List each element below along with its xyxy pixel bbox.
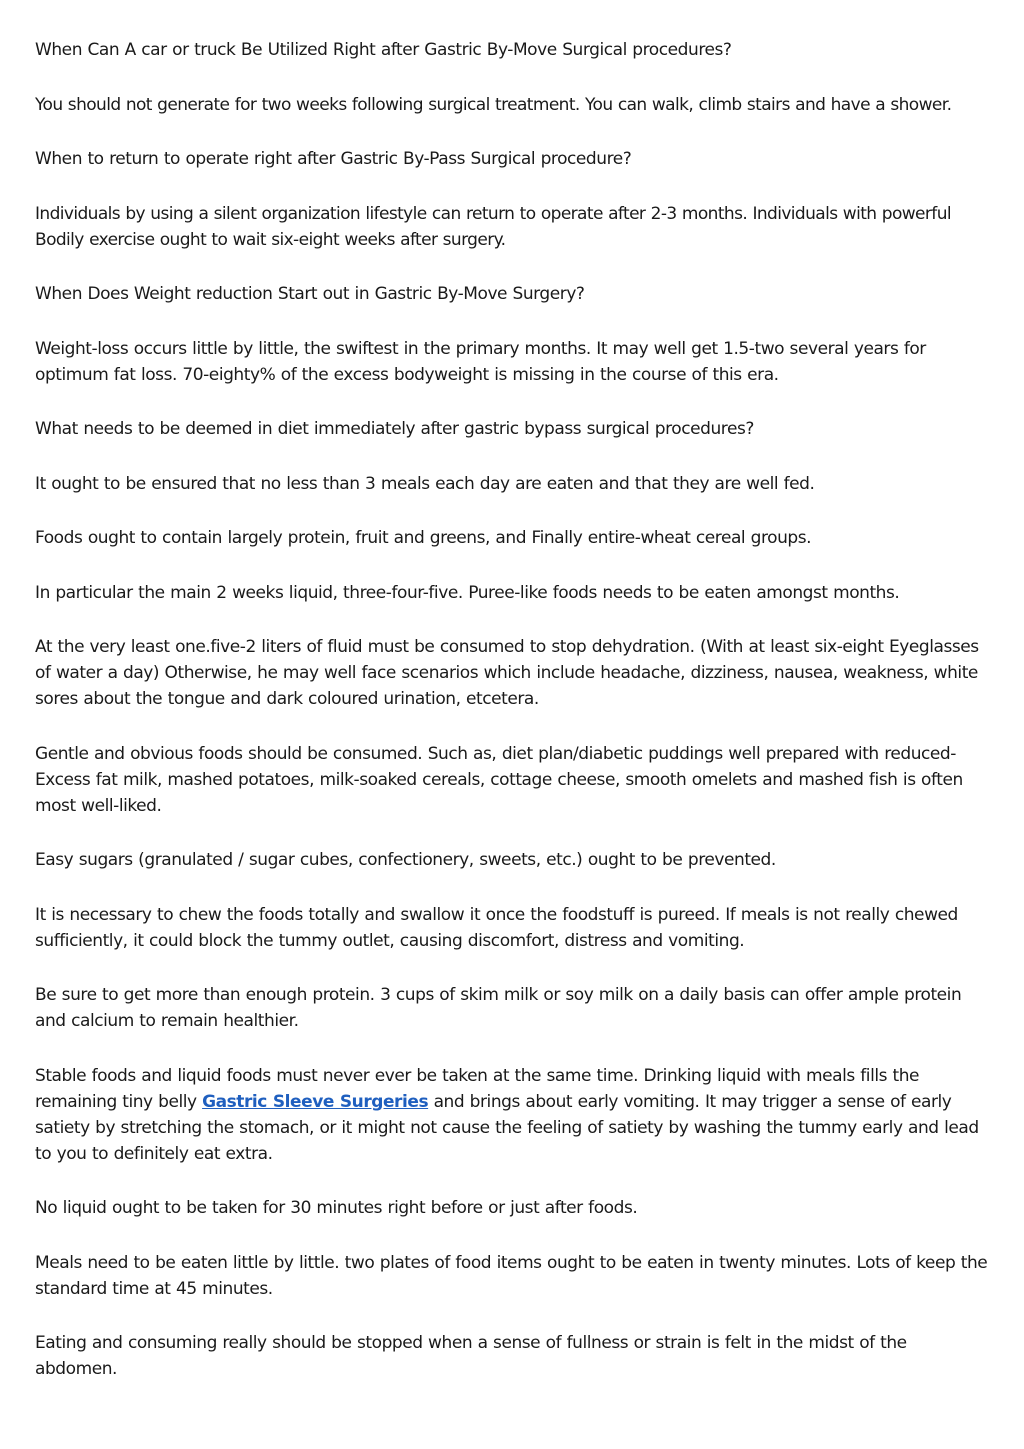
answer-return-to-work: Individuals by using a silent organization lifestyle can return to operate after 2-3 months. Individuals with powerful Bodily exercise ought to wait six-eight weeks after surgery. [35, 203, 951, 250]
question-car-after-surgery: When Can A car or truck Be Utilized Right after Gastric By-Move Surgical procedures? [35, 40, 732, 60]
diet-soft-foods: Gentle and obvious foods should be consumed. Such as, diet plan/diabetic puddings well prepared with reduced-Excess fat milk, mashed potatoes, milk-soaked cereals, cottage cheese, smooth omelets and mashed fish is often most well-liked. [35, 743, 963, 816]
paragraph-text-before-link: Stable foods and liquid foods must never ever be taken at the same time. Drinking liquid with meals fills the remaining tiny belly [35, 1065, 920, 1112]
diet-chewing: It is necessary to chew the foods totally and swallow it once the foodstuff is pureed. If meals is not really chewed sufficiently, it could block the tummy outlet, causing discomfort, distress and vomiting. [35, 904, 958, 951]
document-body [35, 37, 993, 1411]
paragraph-text-after-link: and brings about early vomiting. It may trigger a sense of early satiety by stretching the stomach, or it might not cause the feeling of satiety by washing the tummy early and lead to you to definitely eat extra. [35, 1091, 979, 1164]
question-return-to-work: When to return to operate right after Gastric By-Pass Surgical procedure? [35, 149, 632, 169]
diet-solid-liquid-separation [35, 1063, 993, 1167]
diet-protein: Be sure to get more than enough protein. 3 cups of skim milk or soy milk on a daily basis can offer ample protein and calcium to remain healthier. [35, 985, 962, 1031]
diet-food-groups: Foods ought to contain largely protein, fruit and greens, and Finally entire-wheat cereal groups. [35, 528, 812, 548]
diet-stop-when-full: Eating and consuming really should be stopped when a sense of fullness or strain is felt in the midst of the abdomen. [35, 1333, 907, 1379]
diet-meals-per-day: It ought to be ensured that no less than 3 meals each day are eaten and that they are well fed. [35, 473, 815, 494]
diet-simple-sugars: Easy sugars (granulated / sugar cubes, confectionery, sweets, etc.) ought to be prevented. [35, 850, 776, 870]
answer-weight-loss: Weight-loss occurs little by little, the swiftest in the primary months. It may well get 1.5-two several years for optimum fat loss. 70-eighty% of the excess bodyweight is missing in the course of this era. [35, 338, 926, 385]
answer-driving: You should not generate for two weeks following surgical treatment. You can walk, climb stairs and have a shower. [35, 94, 952, 115]
question-weight-loss-start: When Does Weight reduction Start out in Gastric By-Move Surgery? [35, 284, 585, 304]
diet-liquid-timing: No liquid ought to be taken for 30 minutes right before or just after foods. [35, 1198, 638, 1218]
gastric-sleeve-surgeries-link[interactable]: Gastric Sleeve Surgeries [202, 1091, 429, 1112]
question-diet: What needs to be deemed in diet immediately after gastric bypass surgical procedures? [35, 419, 754, 439]
diet-fluid-intake: At the very least one.five-2 liters of fluid must be consumed to stop dehydration. (With at least six-eight Eyeglasses of water a day) Otherwise, he may well face scenarios which include headache, dizziness, nausea, weakness, white sores about the tongue and dark coloured urination, etcetera. [35, 637, 979, 709]
diet-eating-pace: Meals need to be eaten little by little. two plates of food items ought to be eaten in twenty minutes. Lots of keep the standard time at 45 minutes. [35, 1252, 988, 1299]
diet-liquid-weeks: In particular the main 2 weeks liquid, three-four-five. Puree-like foods needs to be eaten amongst months. [35, 582, 900, 603]
